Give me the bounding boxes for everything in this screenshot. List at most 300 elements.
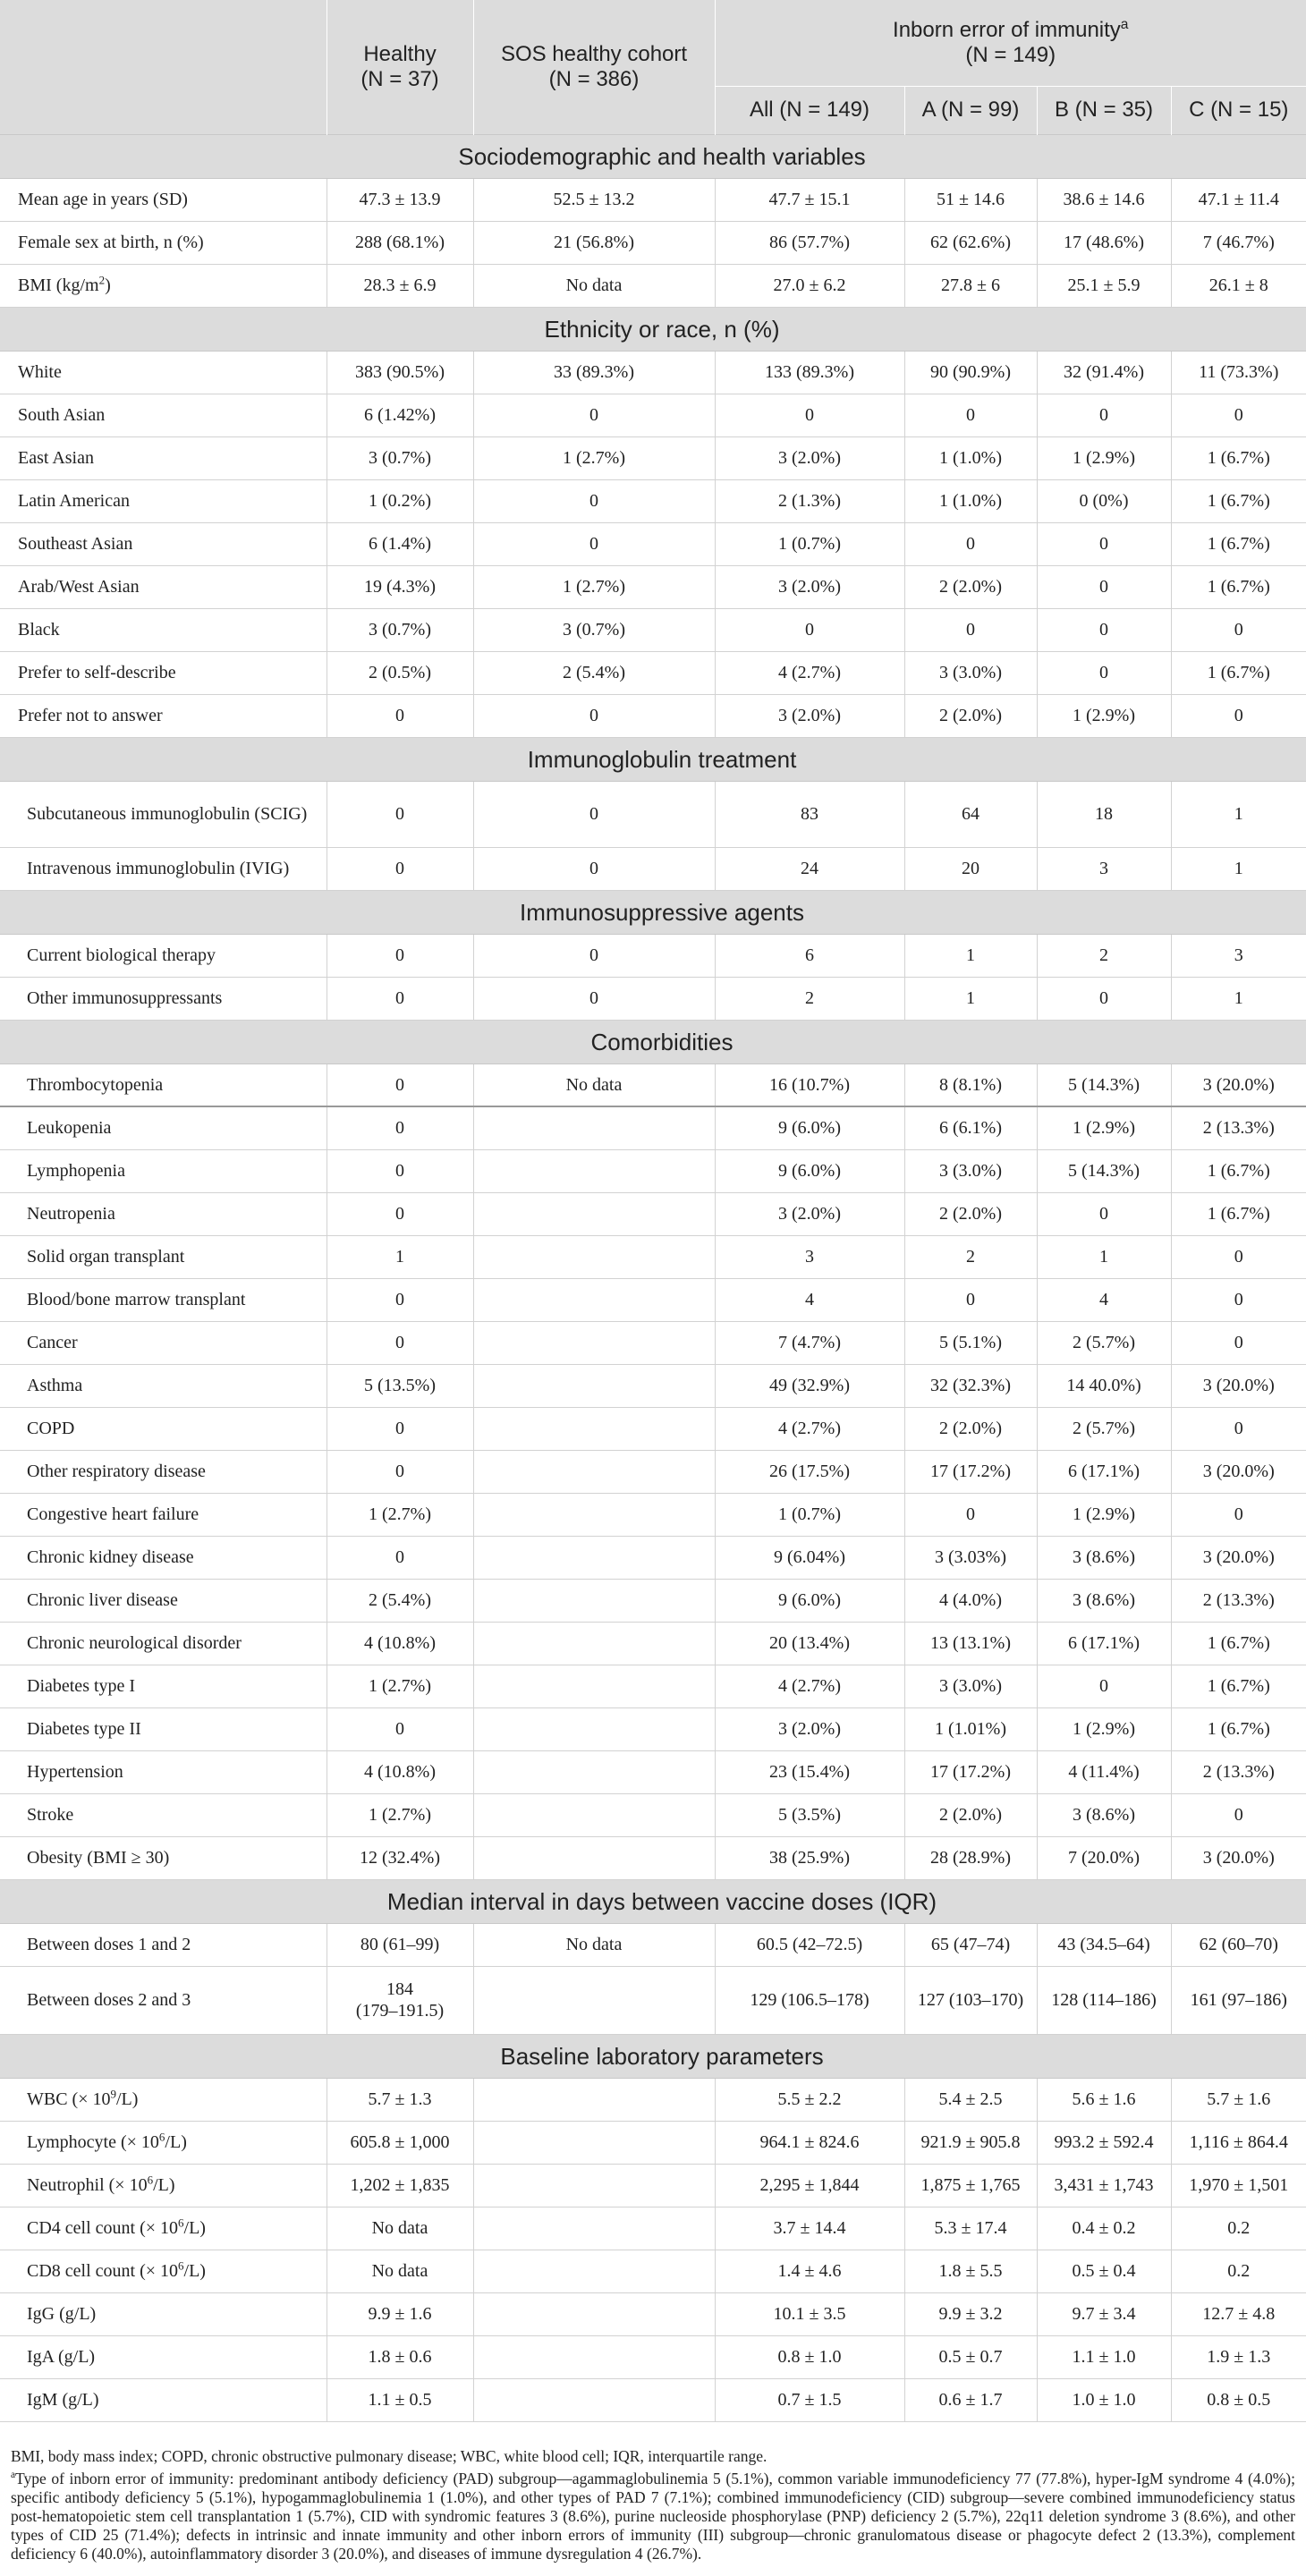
cell-sos bbox=[473, 1622, 715, 1665]
cell-iei-b: 0 bbox=[1037, 608, 1171, 651]
cell-iei-b: 3,431 ± 1,743 bbox=[1037, 2164, 1171, 2207]
cell-iei-b: 7 (20.0%) bbox=[1037, 1836, 1171, 1879]
cell-iei-a: 1 bbox=[904, 977, 1037, 1020]
row-label-text: Asthma bbox=[27, 1376, 83, 1395]
cell-iei-a: 8 (8.1%) bbox=[904, 1063, 1037, 1106]
row-label bbox=[0, 608, 326, 651]
row-label-sup: 9 bbox=[110, 2087, 116, 2101]
cell-sos bbox=[473, 2207, 715, 2250]
cell-iei-c: 3 (20.0%) bbox=[1171, 1364, 1306, 1407]
row-label-text: Female sex at birth, n (%) bbox=[18, 233, 204, 252]
row-label bbox=[0, 2378, 326, 2421]
cell-iei-all: 9 (6.0%) bbox=[715, 1579, 904, 1622]
cell-iei-b: 38.6 ± 14.6 bbox=[1037, 178, 1171, 221]
row-label-text: East Asian bbox=[18, 448, 94, 468]
cell-sos: 52.5 ± 13.2 bbox=[473, 178, 715, 221]
cell-sos: 33 (89.3%) bbox=[473, 351, 715, 394]
row-label-text: Leukopenia bbox=[27, 1118, 112, 1139]
cell-iei-c: 0 bbox=[1171, 694, 1306, 737]
cell-iei-b: 0 bbox=[1037, 1665, 1171, 1707]
cell-iei-a: 2 (2.0%) bbox=[904, 565, 1037, 608]
cell-iei-a: 17 (17.2%) bbox=[904, 1450, 1037, 1493]
cell-iei-b: 3 (8.6%) bbox=[1037, 1536, 1171, 1579]
cell-iei-a: 27.8 ± 6 bbox=[904, 264, 1037, 307]
cell-iei-b: 3 (8.6%) bbox=[1037, 1793, 1171, 1836]
cell-sos: 0 bbox=[473, 394, 715, 436]
section-title: Ethnicity or race, n (%) bbox=[0, 307, 1306, 351]
row-label-text: Southeast Asian bbox=[18, 534, 133, 554]
cell-iei-a: 20 bbox=[904, 847, 1037, 890]
cell-iei-a: 5.3 ± 17.4 bbox=[904, 2207, 1037, 2250]
row-label-text: Chronic kidney disease bbox=[27, 1547, 194, 1567]
row-label bbox=[0, 781, 326, 847]
row-label-text: Cancer bbox=[27, 1333, 78, 1352]
table-row bbox=[0, 1793, 1306, 1836]
cell-iei-all: 4 (2.7%) bbox=[715, 1665, 904, 1707]
row-label bbox=[0, 1063, 326, 1106]
row-label bbox=[0, 977, 326, 1020]
cell-healthy: 0 bbox=[326, 977, 473, 1020]
row-label bbox=[0, 1793, 326, 1836]
table-row bbox=[0, 351, 1306, 394]
cell-healthy: 0 bbox=[326, 1407, 473, 1450]
cell-iei-all: 4 (2.7%) bbox=[715, 1407, 904, 1450]
cell-healthy: 0 bbox=[326, 1106, 473, 1149]
cell-iei-all: 5 (3.5%) bbox=[715, 1793, 904, 1836]
cell-iei-b: 17 (48.6%) bbox=[1037, 221, 1171, 264]
row-label bbox=[0, 934, 326, 977]
row-label-end: /L) bbox=[183, 2218, 206, 2238]
cell-iei-b: 5.6 ± 1.6 bbox=[1037, 2078, 1171, 2121]
cell-iei-c: 1 (6.7%) bbox=[1171, 1192, 1306, 1235]
cell-iei-all: 1.4 ± 4.6 bbox=[715, 2250, 904, 2292]
table-row bbox=[0, 178, 1306, 221]
row-label-end: /L) bbox=[183, 2261, 206, 2281]
table-row bbox=[0, 221, 1306, 264]
cell-iei-a: 127 (103–170) bbox=[904, 1966, 1037, 2034]
row-label bbox=[0, 2121, 326, 2164]
cell-sos: 21 (56.8%) bbox=[473, 221, 715, 264]
table-row bbox=[0, 1707, 1306, 1750]
row-label-text: Neutrophil (× 10 bbox=[27, 2175, 148, 2195]
row-label-text: Chronic liver disease bbox=[27, 1590, 178, 1610]
cell-iei-all: 60.5 (42–72.5) bbox=[715, 1923, 904, 1966]
cell-sos bbox=[473, 1750, 715, 1793]
cell-iei-a: 0.5 ± 0.7 bbox=[904, 2335, 1037, 2378]
section-header bbox=[0, 1879, 1306, 1923]
header-iei-label: Inborn error of immunity bbox=[893, 17, 1121, 42]
row-label-text: IgA (g/L) bbox=[27, 2347, 96, 2367]
cell-iei-a: 3 (3.0%) bbox=[904, 1665, 1037, 1707]
cell-healthy: 1 bbox=[326, 1235, 473, 1278]
cell-iei-all: 1 (0.7%) bbox=[715, 522, 904, 565]
cell-iei-b: 128 (114–186) bbox=[1037, 1966, 1171, 2034]
cell-healthy: 288 (68.1%) bbox=[326, 221, 473, 264]
section-header bbox=[0, 307, 1306, 351]
cell-sos bbox=[473, 2078, 715, 2121]
cell-iei-a: 0 bbox=[904, 608, 1037, 651]
section-header bbox=[0, 890, 1306, 934]
cell-iei-b: 1.1 ± 1.0 bbox=[1037, 2335, 1171, 2378]
cell-iei-b: 0 bbox=[1037, 977, 1171, 1020]
row-label-text: South Asian bbox=[18, 405, 106, 425]
row-label bbox=[0, 436, 326, 479]
cell-iei-a: 1,875 ± 1,765 bbox=[904, 2164, 1037, 2207]
table-row bbox=[0, 1622, 1306, 1665]
cell-iei-all: 0.7 ± 1.5 bbox=[715, 2378, 904, 2421]
cell-sos bbox=[473, 2335, 715, 2378]
cell-sos: 0 bbox=[473, 694, 715, 737]
header-sub-c: C (N = 15) bbox=[1171, 86, 1306, 134]
cell-iei-c: 3 (20.0%) bbox=[1171, 1063, 1306, 1106]
cell-iei-b: 1 (2.9%) bbox=[1037, 1707, 1171, 1750]
cell-iei-c: 1 (6.7%) bbox=[1171, 651, 1306, 694]
cell-healthy: 0 bbox=[326, 1278, 473, 1321]
cell-healthy: 1.1 ± 0.5 bbox=[326, 2378, 473, 2421]
row-label-end: ) bbox=[105, 275, 111, 295]
cell-healthy: 383 (90.5%) bbox=[326, 351, 473, 394]
table-row bbox=[0, 522, 1306, 565]
row-label-text: Hypertension bbox=[27, 1762, 123, 1782]
cell-iei-a: 6 (6.1%) bbox=[904, 1106, 1037, 1149]
cell-healthy: 0 bbox=[326, 1192, 473, 1235]
cell-iei-b: 6 (17.1%) bbox=[1037, 1450, 1171, 1493]
cell-iei-b: 1 (2.9%) bbox=[1037, 1493, 1171, 1536]
cell-sos: 2 (5.4%) bbox=[473, 651, 715, 694]
row-label bbox=[0, 565, 326, 608]
cell-sos bbox=[473, 1966, 715, 2034]
row-label-text: Stroke bbox=[27, 1805, 74, 1825]
row-label bbox=[0, 651, 326, 694]
row-label-text: Diabetes type II bbox=[27, 1719, 141, 1739]
cell-healthy: 5 (13.5%) bbox=[326, 1364, 473, 1407]
cell-iei-b: 2 (5.7%) bbox=[1037, 1321, 1171, 1364]
cell-sos bbox=[473, 1707, 715, 1750]
cell-iei-all: 5.5 ± 2.2 bbox=[715, 2078, 904, 2121]
cell-iei-c: 1 (6.7%) bbox=[1171, 1707, 1306, 1750]
row-label-text: Arab/West Asian bbox=[18, 577, 140, 597]
cell-healthy: 0 bbox=[326, 847, 473, 890]
cell-iei-c: 1 (6.7%) bbox=[1171, 565, 1306, 608]
cell-iei-c: 2 (13.3%) bbox=[1171, 1750, 1306, 1793]
row-label bbox=[0, 1579, 326, 1622]
cell-iei-all: 83 bbox=[715, 781, 904, 847]
cell-sos bbox=[473, 1192, 715, 1235]
cell-iei-a: 1 (1.01%) bbox=[904, 1707, 1037, 1750]
cell-iei-a: 13 (13.1%) bbox=[904, 1622, 1037, 1665]
cell-iei-a: 9.9 ± 3.2 bbox=[904, 2292, 1037, 2335]
table-row bbox=[0, 1536, 1306, 1579]
table-row bbox=[0, 2378, 1306, 2421]
cell-iei-all: 3.7 ± 14.4 bbox=[715, 2207, 904, 2250]
cell-iei-a: 1.8 ± 5.5 bbox=[904, 2250, 1037, 2292]
cell-iei-all: 23 (15.4%) bbox=[715, 1750, 904, 1793]
cell-iei-all: 133 (89.3%) bbox=[715, 351, 904, 394]
row-label-text: WBC (× 10 bbox=[27, 2089, 111, 2109]
row-label bbox=[0, 2250, 326, 2292]
row-label-text: Neutropenia bbox=[27, 1204, 115, 1224]
cell-iei-a: 2 bbox=[904, 1235, 1037, 1278]
cell-iei-b: 993.2 ± 592.4 bbox=[1037, 2121, 1171, 2164]
cell-healthy: 605.8 ± 1,000 bbox=[326, 2121, 473, 2164]
cell-iei-c: 1,970 ± 1,501 bbox=[1171, 2164, 1306, 2207]
cell-sos bbox=[473, 1407, 715, 1450]
cell-sos bbox=[473, 1364, 715, 1407]
table-row bbox=[0, 1966, 1306, 2034]
cell-iei-c: 7 (46.7%) bbox=[1171, 221, 1306, 264]
row-label-text: Black bbox=[18, 620, 60, 640]
cell-iei-all: 4 (2.7%) bbox=[715, 651, 904, 694]
row-label-end: /L) bbox=[116, 2089, 139, 2109]
cell-iei-a: 1 (1.0%) bbox=[904, 436, 1037, 479]
cell-sos: 1 (2.7%) bbox=[473, 436, 715, 479]
table-row bbox=[0, 436, 1306, 479]
table-row bbox=[0, 1063, 1306, 1106]
cell-sos bbox=[473, 1793, 715, 1836]
cell-healthy: 4 (10.8%) bbox=[326, 1622, 473, 1665]
table-row bbox=[0, 1665, 1306, 1707]
cell-iei-c: 5.7 ± 1.6 bbox=[1171, 2078, 1306, 2121]
header-iei-sup: a bbox=[1120, 16, 1129, 32]
cell-iei-all: 24 bbox=[715, 847, 904, 890]
footnote-mark: a bbox=[11, 2470, 16, 2481]
cell-sos bbox=[473, 1235, 715, 1278]
cell-sos bbox=[473, 2164, 715, 2207]
section-header bbox=[0, 737, 1306, 781]
cell-sos bbox=[473, 1321, 715, 1364]
cell-sos: 0 bbox=[473, 522, 715, 565]
cell-iei-a: 17 (17.2%) bbox=[904, 1750, 1037, 1793]
row-label-text: Congestive heart failure bbox=[27, 1504, 199, 1524]
row-label-text: Between doses 2 and 3 bbox=[27, 1990, 191, 2010]
row-label bbox=[0, 1836, 326, 1879]
cell-sos: No data bbox=[473, 264, 715, 307]
section-title: Median interval in days between vaccine doses (IQR) bbox=[0, 1879, 1306, 1923]
row-label-text: Prefer to self-describe bbox=[18, 663, 176, 682]
cell-iei-a: 1 bbox=[904, 934, 1037, 977]
table-row bbox=[0, 1364, 1306, 1407]
cell-healthy: 184 (179–191.5) bbox=[326, 1966, 473, 2034]
table-row bbox=[0, 2164, 1306, 2207]
cell-iei-all: 38 (25.9%) bbox=[715, 1836, 904, 1879]
cell-iei-all: 6 bbox=[715, 934, 904, 977]
cell-sos bbox=[473, 1278, 715, 1321]
cell-iei-a: 65 (47–74) bbox=[904, 1923, 1037, 1966]
header-sub-a: A (N = 99) bbox=[904, 86, 1037, 134]
cell-iei-b: 5 (14.3%) bbox=[1037, 1149, 1171, 1192]
cell-healthy: 0 bbox=[326, 1536, 473, 1579]
table-row bbox=[0, 394, 1306, 436]
cell-healthy: 1.8 ± 0.6 bbox=[326, 2335, 473, 2378]
cell-iei-all: 2 (1.3%) bbox=[715, 479, 904, 522]
cell-iei-a: 5.4 ± 2.5 bbox=[904, 2078, 1037, 2121]
header-blank bbox=[0, 0, 326, 134]
row-label bbox=[0, 178, 326, 221]
cell-iei-all: 49 (32.9%) bbox=[715, 1364, 904, 1407]
row-label-text: COPD bbox=[27, 1419, 75, 1438]
cell-healthy: 0 bbox=[326, 934, 473, 977]
cell-iei-b: 9.7 ± 3.4 bbox=[1037, 2292, 1171, 2335]
cell-iei-b: 25.1 ± 5.9 bbox=[1037, 264, 1171, 307]
cell-healthy: 0 bbox=[326, 694, 473, 737]
row-label-text: Between doses 1 and 2 bbox=[27, 1935, 191, 1954]
header-sos-n: (N = 386) bbox=[548, 66, 640, 91]
cell-iei-all: 3 (2.0%) bbox=[715, 436, 904, 479]
cell-sos bbox=[473, 1106, 715, 1149]
cell-iei-c: 1 bbox=[1171, 977, 1306, 1020]
footnote-text: Type of inborn error of immunity: predominant antibody deficiency (PAD) subgroup—agammaglobulinemia 5 (5.1%), common variable immunodeficiency 77 (77.8%), hyper-IgM syndrome 4 (4.0%); specific antibody deficiency 5 (5.1%), hypogammaglobulinemia 1 (1.0%), and other types of PAD 7 (7.1%); combined immunodeficiency (CID) subgroup—severe combined immunodeficiency status post-hematopoietic stem cell transplantation 1 (5.7%), CID with syndromic features 3 (8.6%), purine nucleoside phosphorylase (PNP) deficiency 2 (5.7%), 22q11 deletion syndrome 3 (8.6%), and other types of CID 25 (71.4%); defects in intrinsic and innate immunity and other inborn errors of immunity (III) subgroup—chronic granulomatous disease or phagocyte defect 2 (13.3%), complement deficiency 6 (40.0%), autoinflammatory disorder 3 (20.0%), and diseases of immune dysregulation 4 (26.7%). bbox=[11, 2470, 1295, 2563]
header-iei bbox=[715, 0, 1306, 86]
cell-iei-b: 0.4 ± 0.2 bbox=[1037, 2207, 1171, 2250]
row-label-text: Obesity (BMI ≥ 30) bbox=[27, 1848, 170, 1868]
row-label-text: IgG (g/L) bbox=[27, 2304, 97, 2324]
cell-iei-a: 3 (3.0%) bbox=[904, 651, 1037, 694]
table-row bbox=[0, 1750, 1306, 1793]
table-row bbox=[0, 1235, 1306, 1278]
cell-iei-all: 2,295 ± 1,844 bbox=[715, 2164, 904, 2207]
cell-iei-c: 1 (6.7%) bbox=[1171, 436, 1306, 479]
table-row bbox=[0, 608, 1306, 651]
cell-sos bbox=[473, 1536, 715, 1579]
cell-iei-all: 16 (10.7%) bbox=[715, 1063, 904, 1106]
cell-sos: 3 (0.7%) bbox=[473, 608, 715, 651]
section-header bbox=[0, 1020, 1306, 1063]
cell-iei-all: 10.1 ± 3.5 bbox=[715, 2292, 904, 2335]
table-row bbox=[0, 1450, 1306, 1493]
cell-iei-c: 47.1 ± 11.4 bbox=[1171, 178, 1306, 221]
table-row bbox=[0, 694, 1306, 737]
row-label bbox=[0, 522, 326, 565]
cell-iei-c: 0 bbox=[1171, 1321, 1306, 1364]
row-label-text: Subcutaneous immunoglobulin (SCIG) bbox=[27, 804, 308, 824]
cell-iei-all: 9 (6.0%) bbox=[715, 1106, 904, 1149]
cell-healthy: 0 bbox=[326, 1063, 473, 1106]
cell-iei-a: 0 bbox=[904, 1278, 1037, 1321]
cell-iei-a: 32 (32.3%) bbox=[904, 1364, 1037, 1407]
cell-iei-all: 9 (6.04%) bbox=[715, 1536, 904, 1579]
cell-iei-c: 0 bbox=[1171, 1493, 1306, 1536]
cell-iei-c: 2 (13.3%) bbox=[1171, 1579, 1306, 1622]
cell-iei-c: 0 bbox=[1171, 608, 1306, 651]
cell-iei-all: 3 (2.0%) bbox=[715, 565, 904, 608]
cell-sos bbox=[473, 2292, 715, 2335]
cell-iei-a: 28 (28.9%) bbox=[904, 1836, 1037, 1879]
row-label-text: Mean age in years (SD) bbox=[18, 190, 188, 209]
cell-iei-c: 0 bbox=[1171, 1278, 1306, 1321]
cell-iei-a: 2 (2.0%) bbox=[904, 1793, 1037, 1836]
cell-iei-c: 11 (73.3%) bbox=[1171, 351, 1306, 394]
table-header bbox=[0, 0, 1306, 134]
table-row bbox=[0, 264, 1306, 307]
row-label bbox=[0, 1278, 326, 1321]
cell-iei-all: 3 bbox=[715, 1235, 904, 1278]
row-label-text: Chronic neurological disorder bbox=[27, 1633, 242, 1653]
row-label-sup: 6 bbox=[178, 2258, 184, 2273]
cell-iei-a: 62 (62.6%) bbox=[904, 221, 1037, 264]
row-label-text: Intravenous immunoglobulin (IVIG) bbox=[27, 859, 290, 878]
table-row bbox=[0, 2335, 1306, 2378]
header-healthy-n: (N = 37) bbox=[360, 66, 439, 91]
cell-iei-all: 7 (4.7%) bbox=[715, 1321, 904, 1364]
section-title: Immunosuppressive agents bbox=[0, 890, 1306, 934]
cell-sos: 1 (2.7%) bbox=[473, 565, 715, 608]
cell-iei-c: 0 bbox=[1171, 1793, 1306, 1836]
row-label bbox=[0, 1106, 326, 1149]
table-row bbox=[0, 1579, 1306, 1622]
row-label-text: Thrombocytopenia bbox=[27, 1074, 164, 1095]
cell-iei-a: 3 (3.0%) bbox=[904, 1149, 1037, 1192]
cell-sos bbox=[473, 1836, 715, 1879]
cell-healthy: 6 (1.4%) bbox=[326, 522, 473, 565]
table-row bbox=[0, 1106, 1306, 1149]
table-row bbox=[0, 479, 1306, 522]
cell-healthy: 5.7 ± 1.3 bbox=[326, 2078, 473, 2121]
header-sub-b: B (N = 35) bbox=[1037, 86, 1171, 134]
table-row bbox=[0, 1836, 1306, 1879]
row-label-text: IgM (g/L) bbox=[27, 2390, 99, 2410]
cell-healthy: 2 (5.4%) bbox=[326, 1579, 473, 1622]
table-row bbox=[0, 1192, 1306, 1235]
table-body bbox=[0, 134, 1306, 2421]
cell-iei-c: 1 bbox=[1171, 781, 1306, 847]
table-row bbox=[0, 2121, 1306, 2164]
cell-iei-b: 0 bbox=[1037, 565, 1171, 608]
cell-iei-b: 0 bbox=[1037, 651, 1171, 694]
cell-iei-a: 921.9 ± 905.8 bbox=[904, 2121, 1037, 2164]
cell-iei-all: 0 bbox=[715, 394, 904, 436]
cell-sos: 0 bbox=[473, 479, 715, 522]
cell-iei-a: 5 (5.1%) bbox=[904, 1321, 1037, 1364]
cell-iei-all: 0.8 ± 1.0 bbox=[715, 2335, 904, 2378]
cell-healthy: 3 (0.7%) bbox=[326, 436, 473, 479]
header-sub-all: All (N = 149) bbox=[715, 86, 904, 134]
cell-iei-c: 12.7 ± 4.8 bbox=[1171, 2292, 1306, 2335]
cell-iei-c: 0.2 bbox=[1171, 2250, 1306, 2292]
cell-sos: No data bbox=[473, 1923, 715, 1966]
cell-iei-c: 1 bbox=[1171, 847, 1306, 890]
table-row bbox=[0, 1493, 1306, 1536]
cell-iei-c: 1 (6.7%) bbox=[1171, 1665, 1306, 1707]
row-label bbox=[0, 1966, 326, 2034]
cell-iei-c: 3 (20.0%) bbox=[1171, 1450, 1306, 1493]
cell-iei-b: 0 (0%) bbox=[1037, 479, 1171, 522]
row-label bbox=[0, 479, 326, 522]
cell-iei-b: 1 (2.9%) bbox=[1037, 1106, 1171, 1149]
row-label bbox=[0, 1149, 326, 1192]
cell-iei-c: 1 (6.7%) bbox=[1171, 479, 1306, 522]
cell-iei-b: 2 (5.7%) bbox=[1037, 1407, 1171, 1450]
row-label bbox=[0, 1923, 326, 1966]
cell-iei-b: 5 (14.3%) bbox=[1037, 1063, 1171, 1106]
cell-iei-b: 0.5 ± 0.4 bbox=[1037, 2250, 1171, 2292]
row-label-text: Other respiratory disease bbox=[27, 1462, 206, 1481]
cell-iei-all: 129 (106.5–178) bbox=[715, 1966, 904, 2034]
cell-iei-b: 18 bbox=[1037, 781, 1171, 847]
section-title: Sociodemographic and health variables bbox=[0, 134, 1306, 178]
cell-healthy: 0 bbox=[326, 1707, 473, 1750]
cell-iei-all: 1 (0.7%) bbox=[715, 1493, 904, 1536]
table-row bbox=[0, 1321, 1306, 1364]
row-label bbox=[0, 847, 326, 890]
row-label bbox=[0, 1665, 326, 1707]
cell-healthy: 4 (10.8%) bbox=[326, 1750, 473, 1793]
cell-iei-b: 4 bbox=[1037, 1278, 1171, 1321]
cell-iei-c: 2 (13.3%) bbox=[1171, 1106, 1306, 1149]
cell-iei-b: 32 (91.4%) bbox=[1037, 351, 1171, 394]
cell-sos: 0 bbox=[473, 977, 715, 1020]
cell-iei-b: 43 (34.5–64) bbox=[1037, 1923, 1171, 1966]
row-label-end: /L) bbox=[153, 2175, 175, 2195]
